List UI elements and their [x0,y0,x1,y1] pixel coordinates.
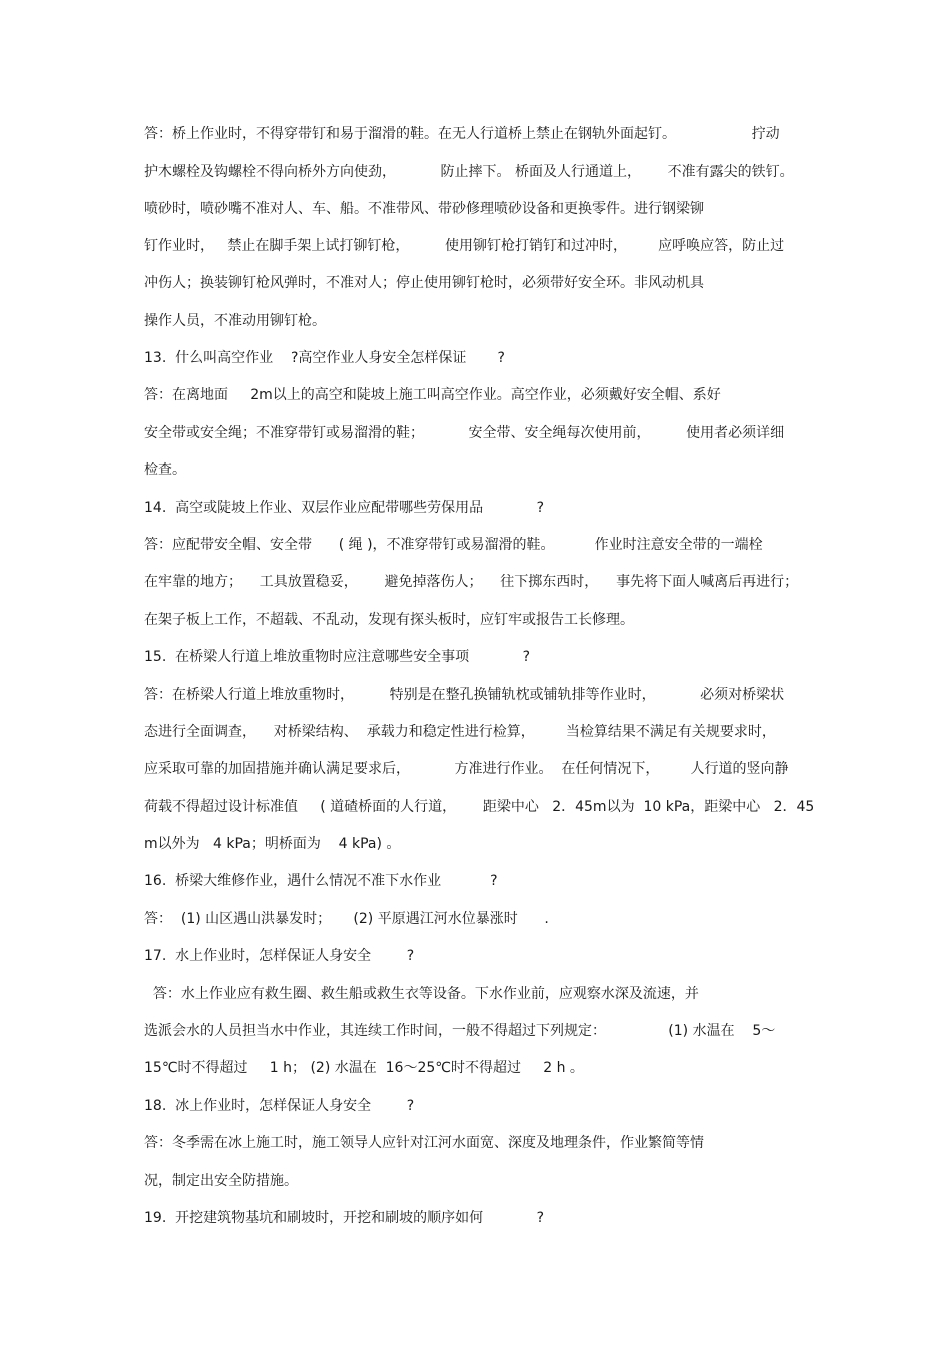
text-line: 况，制定出安全防措施。 [144,1173,298,1189]
text-line: 操作人员，不准动用铆钉枪。 [144,313,326,329]
text-line: 答：桥上作业时，不得穿带钉和易于溜滑的鞋。在无人行道桥上禁止在钢轨外面起钉。 拧动 [144,126,780,142]
text-line: 检查。 [144,462,186,478]
text-line: 答：在离地面 2m以上的高空和陡坡上施工叫高空作业。高空作业，必须戴好安全帽、系好 [144,387,721,403]
question-heading: 19. 开挖建筑物基坑和刷坡时，开挖和刷坡的顺序如何 ? [144,1210,544,1226]
text-line: 荷载不得超过设计标准值 ( 道碴桥面的人行道， 距梁中心 2．45m以为 10 kPa，距梁中心 2．45 [144,799,815,815]
text-line: 15℃时不得超过 1 h； (2) 水温在 16～25℃时不得超过 2 h 。 [144,1060,584,1076]
text-line: 答：水上作业应有救生圈、救生船或救生衣等设备。下水作业前，应观察水深及流速，并 [144,986,699,1002]
text-line: 护木螺栓及钩螺栓不得向桥外方向使劲， 防止摔下。 桥面及人行通道上， 不准有露尖的铁钉。 [144,164,794,180]
question-heading: 15. 在桥梁人行道上堆放重物时应注意哪些安全事项 ? [144,649,530,665]
question-heading: 14. 高空或陡坡上作业、双层作业应配带哪些劳保用品 ? [144,500,544,516]
text-line: 答：应配带安全帽、安全带 ( 绳 )，不准穿带钉或易溜滑的鞋。 作业时注意安全带的一端栓 [144,537,763,553]
text-line: 钉作业时， 禁止在脚手架上试打铆钉枪， 使用铆钉枪打销钉和过冲时， 应呼唤应答，防止过 [144,238,785,254]
text-line: 答：在桥梁人行道上堆放重物时， 特别是在整孔换铺轨枕或铺轨排等作业时， 必须对桥梁状 [144,687,785,703]
text-line: 安全带或安全绳；不准穿带钉或易溜滑的鞋； 安全带、安全绳每次使用前， 使用者必须详细 [144,425,785,441]
text-line: 在架子板上工作，不超载、不乱动，发现有探头板时，应钉牢或报告工长修理。 [144,612,634,628]
text-line: 在牢靠的地方； 工具放置稳妥， 避免掉落伤人； 往下掷东西时， 事先将下面人喊离后再进行； [144,574,799,590]
text-line: 冲伤人；换装铆钉枪风弹时，不准对人；停止使用铆钉枪时，必须带好安全环。非风动机具 [144,275,704,291]
question-heading: 16. 桥梁大维修作业，遇什么情况不准下水作业 ? [144,873,498,889]
text-line: 选派会水的人员担当水中作业，其连续工作时间，一般不得超过下列规定： (1) 水温在 5～ [144,1023,776,1039]
text-line: m以外为 4 kPa；明桥面为 4 kPa) 。 [144,836,401,852]
question-heading: 13. 什么叫高空作业 ?高空作业人身安全怎样保证 ? [144,350,505,366]
text-line: 应采取可靠的加固措施并确认满足要求后， 方准进行作业。 在任何情况下， 人行道的竖向静 [144,761,789,777]
text-line: 答：冬季需在冰上施工时，施工领导人应针对江河水面宽、深度及地理条件，作业繁简等情 [144,1135,704,1151]
question-heading: 18. 冰上作业时，怎样保证人身安全 ? [144,1098,415,1114]
question-heading: 17. 水上作业时，怎样保证人身安全 ? [144,948,415,964]
text-line: 态进行全面调查， 对桥梁结构、 承载力和稳定性进行检算， 当检算结果不满足有关规要求时， [144,724,776,740]
text-line: 答： (1) 山区遇山洪暴发时； (2) 平原遇江河水位暴涨时 . [144,911,549,927]
text-line: 喷砂时，喷砂嘴不准对人、车、船。不准带风、带砂修理喷砂设备和更换零件。进行钢梁铆 [144,201,704,217]
